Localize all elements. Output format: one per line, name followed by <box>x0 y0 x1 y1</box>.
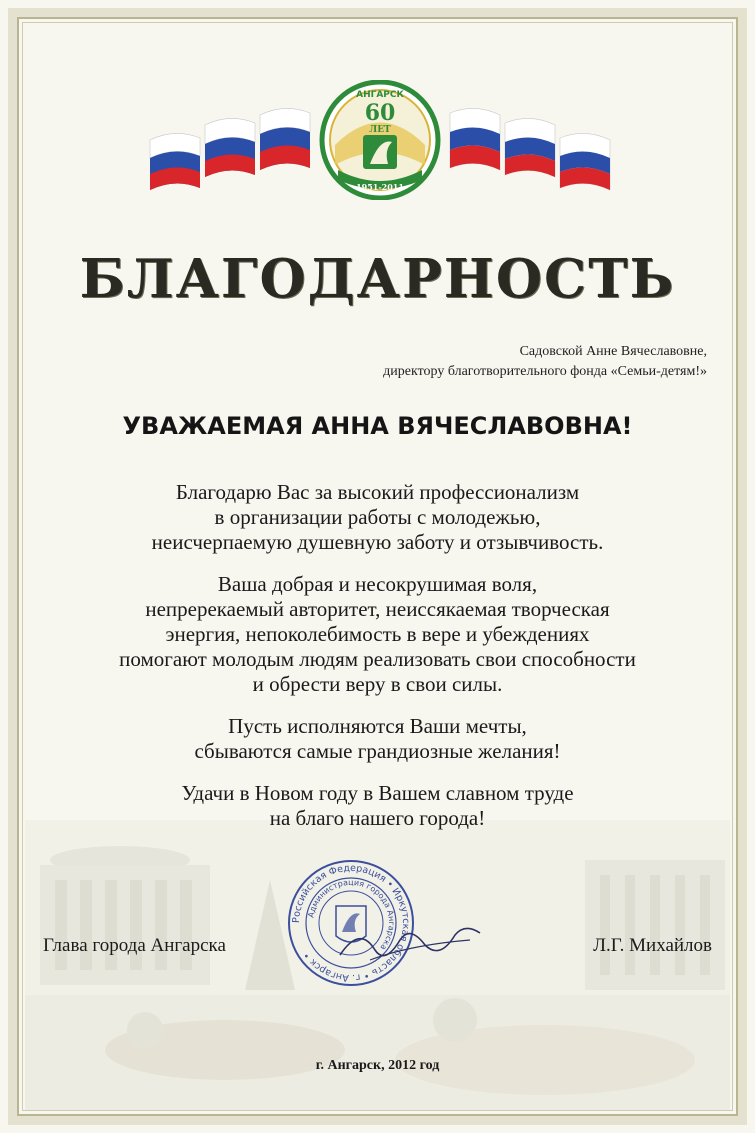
body-line: в организации работы с молодежью, <box>214 505 541 529</box>
body-line: энергия, непоколебимость в вере и убеждениях <box>165 622 590 646</box>
greeting-heading: УВАЖАЕМАЯ АННА ВЯЧЕСЛАВОВНА! <box>122 412 633 440</box>
handwritten-signature <box>330 915 490 975</box>
body-line: Пусть исполняются Ваши мечты, <box>228 714 527 738</box>
body-line: на благо нашего города! <box>269 806 486 830</box>
emblem-city-text: АНГАРСК <box>356 90 404 100</box>
body-paragraph <box>0 480 755 555</box>
document-title: БЛАГОДАРНОСТЬ <box>79 248 676 310</box>
recipient-block <box>383 342 707 382</box>
body-paragraph <box>0 572 755 697</box>
body-line: помогают молодым людям реализовать свои способности <box>119 647 636 671</box>
letter-body <box>0 480 755 848</box>
stamp-inner-text: Администрация города Ангарска <box>306 877 397 952</box>
body-line: неисчерпаемую душевную заботу и отзывчивость. <box>151 530 604 554</box>
body-line: Удачи в Новом году в Вашем славном труде <box>181 781 574 805</box>
signatory-position: Глава города Ангарска <box>43 935 226 956</box>
emblem-anniversary-number: 60 <box>364 100 396 126</box>
body-paragraph <box>0 714 755 764</box>
russian-flag-right-icon <box>450 108 610 190</box>
body-line: и обрести веру в свои силы. <box>252 672 503 696</box>
flags-and-city-emblem <box>130 80 630 200</box>
recipient-name: Садовской Анне Вячеславовне, <box>519 344 707 359</box>
stamp-ring-text: Российская Федерация • Иркутская область • г. Ангарск • <box>290 862 412 984</box>
body-paragraph <box>0 781 755 831</box>
place-and-year: г. Ангарск, 2012 год <box>315 1058 440 1073</box>
recipient-position: директору благотворительного фонда «Семьи-детям!» <box>383 364 707 379</box>
emblem-years-text: 1951-2011 <box>356 182 404 192</box>
emblem-anniversary-word: ЛЕТ <box>369 125 391 135</box>
body-line: Благодарю Вас за высокий профессионализм <box>175 480 580 504</box>
body-line: Ваша добрая и несокрушимая воля, <box>217 572 538 596</box>
signatory-name: Л.Г. Михайлов <box>593 935 712 956</box>
body-line: сбываются самые грандиозные желания! <box>194 739 561 763</box>
body-line: непререкаемый авторитет, неиссякаемая творческая <box>145 597 610 621</box>
russian-flag-left-icon <box>150 108 310 190</box>
